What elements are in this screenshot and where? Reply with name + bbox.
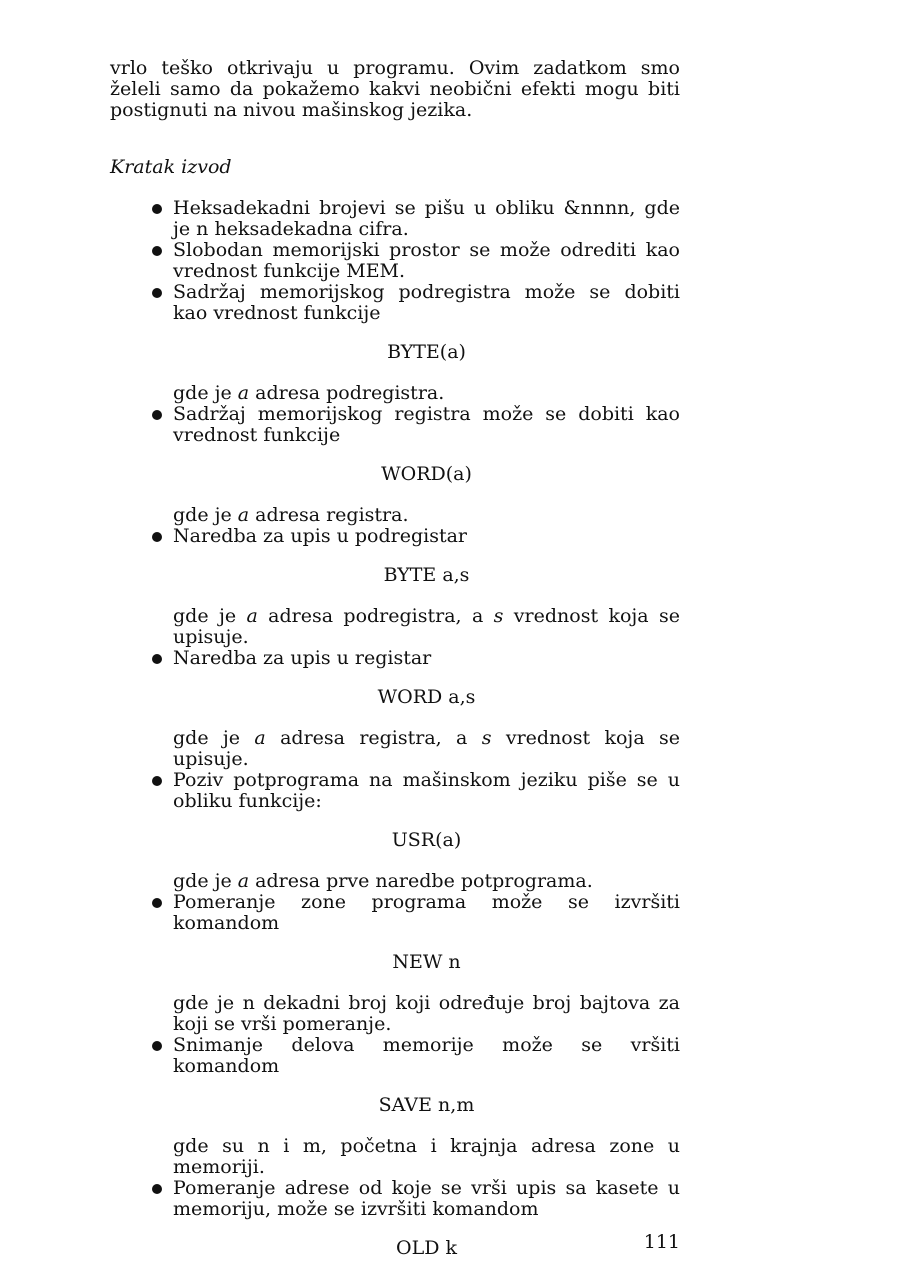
bullet-text: Naredba za upis u podregistar bbox=[173, 525, 468, 547]
formula: USR(a) bbox=[391, 829, 462, 851]
bullet-icon bbox=[152, 1184, 162, 1194]
bullet-text: Slobodan memorijski prostor se može odrediti kao vrednost funkcije MEM. bbox=[173, 239, 680, 282]
list-item bbox=[110, 770, 680, 892]
list-item bbox=[110, 282, 680, 404]
bullet-text: Sadržaj memorijskog registra može se dobiti kao vrednost funkcije bbox=[173, 403, 680, 446]
note-text: gde je a adresa podregistra. bbox=[173, 382, 445, 404]
bullet-icon bbox=[152, 410, 162, 420]
bullet-icon bbox=[152, 246, 162, 256]
bullet-text: Pomeranje adrese od koje se vrši upis sa kasete u memoriju, može se izvršiti komandom bbox=[173, 1177, 680, 1220]
summary-list bbox=[110, 198, 680, 1259]
list-item bbox=[110, 198, 680, 240]
bullet-icon bbox=[152, 204, 162, 214]
bullet-icon bbox=[152, 898, 162, 908]
list-item bbox=[110, 240, 680, 282]
formula: OLD k bbox=[396, 1237, 457, 1259]
bullet-icon bbox=[152, 654, 162, 664]
bullet-icon bbox=[152, 776, 162, 786]
note-text: gde je a adresa registra. bbox=[173, 504, 409, 526]
list-item bbox=[110, 892, 680, 1035]
bullet-text: Pomeranje zone programa može se izvršiti komandom bbox=[173, 891, 680, 934]
note-text: gde je a adresa podregistra, a s vrednost koja se upisuje. bbox=[173, 605, 680, 648]
formula: BYTE(a) bbox=[387, 341, 466, 363]
formula: BYTE a,s bbox=[383, 564, 470, 586]
bullet-icon bbox=[152, 288, 162, 298]
note-text: gde je n dekadni broj koji određuje broj bajtova za koji se vrši pomeranje. bbox=[173, 992, 680, 1035]
bullet-icon bbox=[152, 1041, 162, 1051]
note-text: gde je a adresa prve naredbe potprograma. bbox=[173, 870, 593, 892]
bullet-text: Poziv potprograma na mašinskom jeziku piše se u obliku funkcije: bbox=[173, 769, 680, 812]
list-item bbox=[110, 404, 680, 526]
section-title: Kratak izvod bbox=[110, 156, 232, 178]
formula: SAVE n,m bbox=[378, 1094, 475, 1116]
list-item bbox=[110, 526, 680, 648]
bullet-text: Snimanje delova memorije može se vršiti komandom bbox=[173, 1034, 680, 1077]
bullet-text: Sadržaj memorijskog podregistra može se dobiti kao vrednost funkcije bbox=[173, 281, 680, 324]
bullet-icon bbox=[152, 532, 162, 542]
bullet-text: Heksadekadni brojevi se pišu u obliku &nnnn, gde je n heksadekadna cifra. bbox=[173, 197, 680, 240]
list-item bbox=[110, 1178, 680, 1259]
page-number: 111 bbox=[643, 1231, 680, 1253]
note-text: gde je a adresa registra, a s vrednost koja se upisuje. bbox=[173, 727, 680, 770]
formula: WORD a,s bbox=[377, 686, 476, 708]
page-body bbox=[110, 58, 680, 1279]
note-text: gde su n i m, početna i krajnja adresa zone u memoriji. bbox=[173, 1135, 680, 1178]
list-item bbox=[110, 648, 680, 770]
intro-paragraph: vrlo teško otkrivaju u programu. Ovim zadatkom smo želeli samo da pokažemo kakvi neobični efekti mogu biti postignuti na nivou mašinskog jezika. bbox=[110, 57, 680, 121]
bullet-text: Naredba za upis u registar bbox=[173, 647, 432, 669]
list-item bbox=[110, 1035, 680, 1178]
formula: NEW n bbox=[392, 951, 461, 973]
formula: WORD(a) bbox=[381, 463, 472, 485]
